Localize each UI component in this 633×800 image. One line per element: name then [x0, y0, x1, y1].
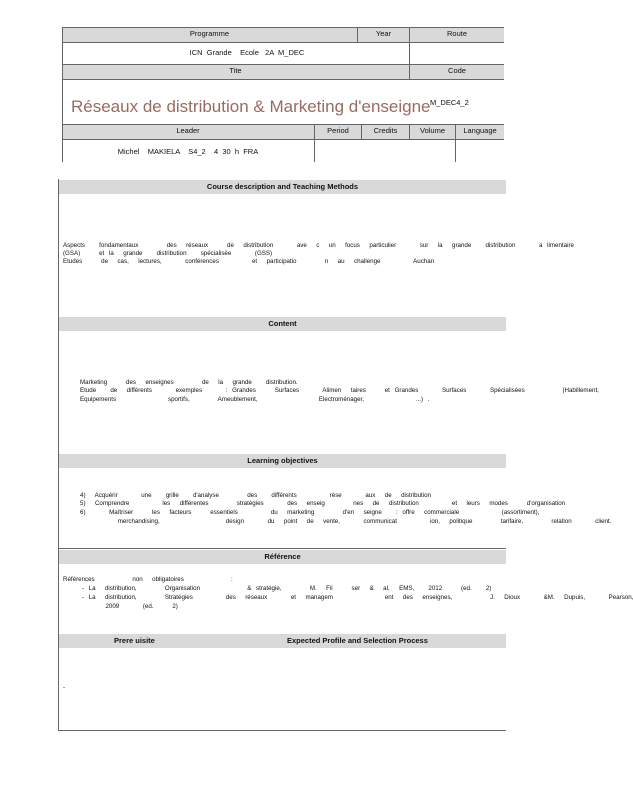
- period-header: [315, 125, 361, 139]
- period-label: Period: [327, 126, 349, 135]
- year-label: Year: [375, 29, 392, 38]
- expected-profile-title: Expected Profile and Selection Process: [287, 636, 428, 645]
- code-label: Code: [448, 66, 466, 75]
- reference-line: - La distribution, Stratégies des réseaux et managem ent des enseignes, J. Dioux &M. Dupuis, Pearson,: [63, 594, 633, 601]
- objective-line: 4) Acquérir une grille d'analyse des différents rése aux de distribution: [80, 492, 431, 499]
- objective-line: 5) Comprendre les différentes stratégies des enseig nes de distribution et leurs modes d'organisation: [80, 500, 566, 507]
- objective-line: 6) Maîtriser les facteurs essentiels du marketing d'en seigne : offre commerciale (assortiment),: [80, 509, 540, 516]
- title-label: Tite: [229, 66, 242, 75]
- table-border: [62, 42, 504, 43]
- content-line: Equipements sportifs, Ameublement, Electroménager, ...) .: [80, 396, 430, 403]
- table-border: [409, 27, 410, 80]
- section-divider: [58, 548, 506, 549]
- language-header: [456, 125, 504, 139]
- credits-header: [362, 125, 409, 139]
- route-header: [410, 28, 504, 42]
- route-label: Route: [446, 29, 467, 38]
- programme-label: Programme: [189, 29, 230, 38]
- table-border: [361, 124, 362, 140]
- content-line: Etude de différents exemples : Grandes Surfaces Alimen taires et Grandes Surfaces Spécialisées (Habillement,: [80, 387, 599, 394]
- leader-header: [62, 125, 314, 139]
- code-header: [410, 65, 504, 79]
- description-line: (GSA) et la grande distribution spécialisée (GSS): [63, 250, 273, 257]
- table-border: [409, 124, 410, 140]
- title-header: [62, 65, 409, 79]
- description-line: Aspects fondamentaux des réseaux de distribution ave c un focus particulier sur la grande distribution a limentaire: [63, 242, 574, 249]
- table-border: [62, 124, 504, 125]
- leader-value: Michel MAKIELA S4_2 4 30 h FRA: [117, 147, 259, 156]
- reference-line: - La distribution, Organisation & stratégie, M. Fil ser & al, EMS, 2012 (ed. 2): [63, 585, 492, 592]
- table-border: [62, 27, 504, 28]
- table-border: [314, 124, 315, 162]
- description-section-title: Course description and Teaching Methods: [59, 180, 506, 194]
- table-border: [62, 27, 63, 162]
- content-line: Marketing des enseignes de la grande distribution.: [80, 379, 298, 386]
- table-border: [357, 27, 358, 43]
- credits-label: Credits: [373, 126, 398, 135]
- prerequisite-title: Prere uisite: [114, 636, 155, 645]
- volume-header: [410, 125, 455, 139]
- objectives-section-title: Learning objectives: [59, 454, 506, 468]
- course-title: Réseaux de distribution & Marketing d'enseigne: [71, 97, 431, 116]
- table-border: [62, 79, 504, 80]
- description-line: Etudes de cas, lectures, conférences et participatio n au challenge Auchan: [63, 258, 435, 265]
- course-code: M_DEC4_2: [430, 98, 469, 107]
- prerequisite-note: -: [63, 684, 66, 691]
- objective-line: merchandising, design du point de vente, communicat ion, politique tarifaire, relation client.: [80, 518, 612, 525]
- leader-label: Leader: [176, 126, 200, 135]
- table-border: [62, 139, 504, 140]
- reference-section-title: Référence: [59, 550, 506, 564]
- volume-label: Volume: [419, 126, 446, 135]
- programme-header: [62, 28, 357, 42]
- table-border: [62, 64, 504, 65]
- year-header: [358, 28, 409, 42]
- language-label: Language: [463, 126, 497, 135]
- content-section-title: Content: [59, 317, 506, 331]
- programme-value: ICN Grande Ecole 2A M_DEC: [189, 48, 305, 57]
- reference-line: Références non obligatoires :: [63, 576, 233, 583]
- table-border: [455, 124, 456, 162]
- body-bottom-border: [58, 730, 506, 731]
- reference-line: 2009 (ed. 2): [63, 603, 178, 610]
